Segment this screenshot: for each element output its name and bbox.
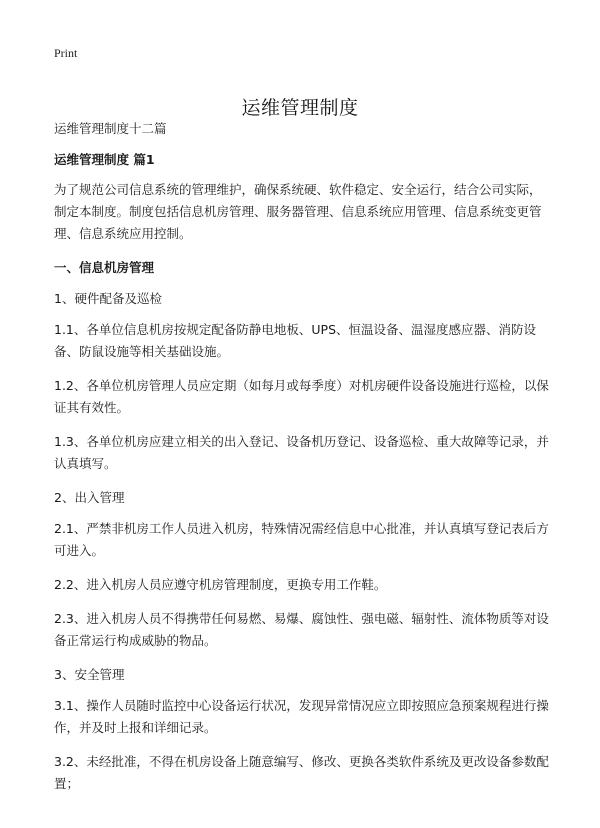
paragraph-3-2: 3.2、未经批准，不得在机房设备上随意编写、修改、更换各类软件系统及更改设备参数配置；	[54, 754, 549, 791]
paragraph-3-1: 3.1、操作人员随时监控中心设备运行状况，发现异常情况应立即按照应急预案规程进行操作，并及时上报和详细记录。	[54, 698, 549, 735]
paragraph-2-3: 2.3、进入机房人员不得携带任何易燃、易爆、腐蚀性、强电磁、辐射性、流体物质等对设备正常运行构成威胁的物品。	[54, 611, 549, 648]
subheading-hardware: 1、硬件配备及巡检	[54, 291, 162, 306]
document-body	[54, 118, 550, 807]
paragraph-2-2: 2.2、进入机房人员应遵守机房管理制度，更换专用工作鞋。	[54, 577, 387, 592]
paragraph-2-1: 2.1、严禁非机房工作人员进入机房，特殊情况需经信息中心批准，并认真填写登记表后方可进入。	[54, 521, 549, 558]
section-title: 运维管理制度 篇1	[54, 152, 155, 167]
paragraph-1-2: 1.2、各单位机房管理人员应定期（如每月或每季度）对机房硬件设备设施进行巡检，以保证其有效性。	[54, 378, 549, 415]
intro-paragraph: 为了规范公司信息系统的管理维护，确保系统硬、软件稳定、安全运行，结合公司实际，制定本制度。制度包括信息机房管理、服务器管理、信息系统应用管理、信息系统变更管理、信息系统应用控制。	[54, 182, 542, 241]
paragraph-1-3: 1.3、各单位机房应建立相关的出入登记、设备机历登记、设备巡检、重大故障等记录，并认真填写。	[54, 434, 549, 471]
heading-machine-room: 一、信息机房管理	[54, 260, 155, 275]
document-subtitle: 运维管理制度十二篇	[54, 121, 167, 136]
subheading-access: 2、出入管理	[54, 490, 125, 505]
print-label: Print	[54, 46, 78, 60]
paragraph-1-1: 1.1、各单位信息机房按规定配备防静电地板、UPS、恒温设备、温湿度感应器、消防设备、防鼠设施等相关基础设施。	[54, 322, 537, 359]
subheading-security: 3、安全管理	[54, 667, 125, 682]
page-title: 运维管理制度	[241, 96, 359, 119]
